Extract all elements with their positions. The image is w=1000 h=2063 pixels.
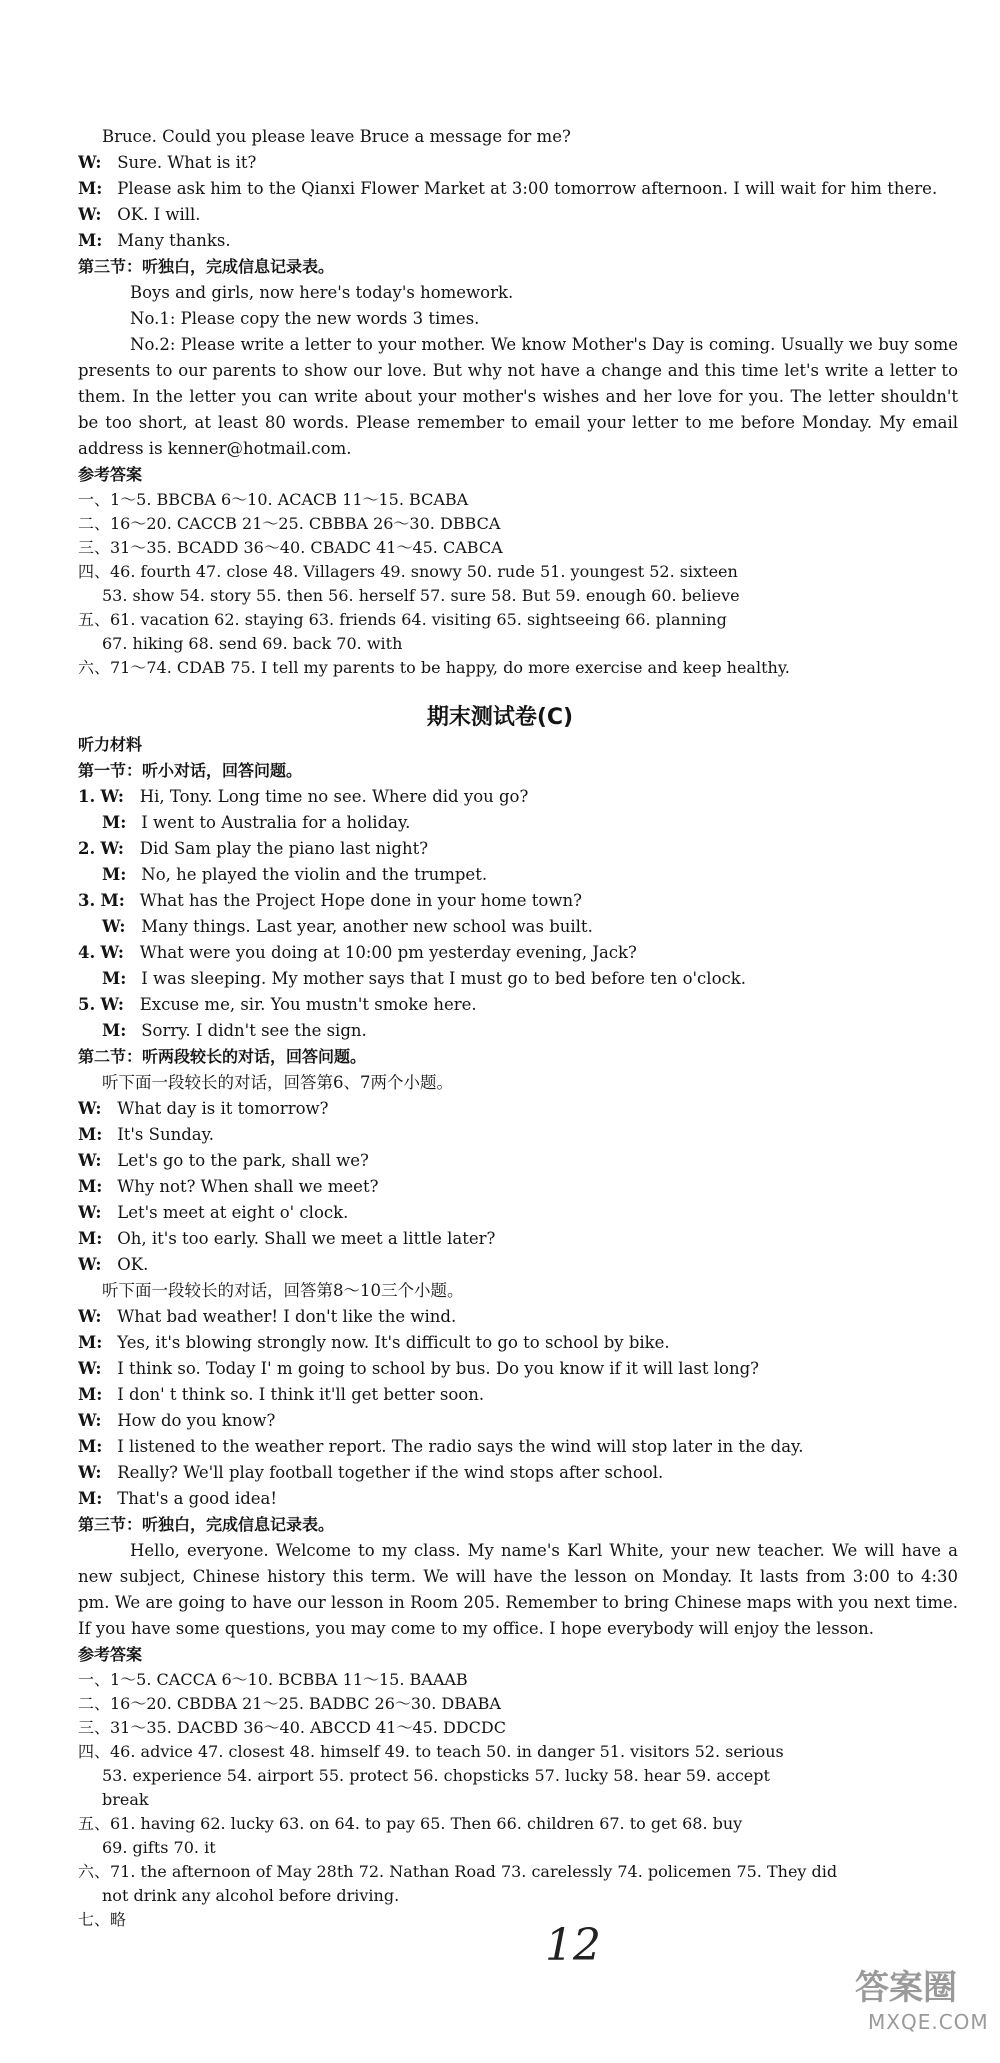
monologue-no2: No.2: Please write a letter to your mother. We know Mother's Day is coming. Usually we buy some presents to our parents to show our love. But why not have a change and this time let's write a letter to them. In the letter you can write about your mother's wishes and her love for you. The letter shouldn't be too short, at least 80 words. Please remember to email your letter to me before Monday. My email address is kenner@hotmail.com. (78, 335, 958, 458)
answer-line: 三、31～35. DACBD 36～40. ABCCD 41～45. DDCDC (78, 1718, 506, 1737)
dialogue-line: 3. M: What has the Project Hope done in your home town? (78, 891, 582, 910)
dialogue-line: M: No, he played the violin and the trumpet. (102, 865, 488, 884)
answer-line: 六、71. the afternoon of May 28th 72. Nathan Road 73. carelessly 74. policemen 75. They did (78, 1862, 838, 1881)
answer-line: 二、16～20. CACCB 21～25. CBBBA 26～30. DBBCA (78, 514, 501, 533)
dialogue-line: M: I was sleeping. My mother says that I must go to bed before ten o'clock. (102, 969, 746, 988)
dialogue-line: M: That's a good idea! (78, 1489, 277, 1508)
answer-line: 二、16～20. CBDBA 21～25. BADBC 26～30. DBABA (78, 1694, 501, 1713)
watermark-url: MXQE.COM (868, 2010, 989, 2034)
answers-heading: 参考答案 (78, 1645, 143, 1664)
dialogue-line: W: How do you know? (78, 1411, 276, 1430)
dialogue-line: W: What bad weather! I don't like the wind. (78, 1307, 457, 1326)
answer-line: 69. gifts 70. it (102, 1838, 216, 1857)
answer-line: 四、46. fourth 47. close 48. Villagers 49. snowy 50. rude 51. youngest 52. sixteen (78, 562, 738, 581)
watermark-logo: 答案圈 (855, 1968, 957, 2008)
dialogue-line: W: OK. (78, 1255, 149, 1274)
test-c-title: 期末测试卷(C) (426, 705, 574, 730)
answer-line: 四、46. advice 47. closest 48. himself 49. to teach 50. in danger 51. visitors 52. serious (78, 1742, 784, 1761)
dialogue-line: W: Let's go to the park, shall we? (78, 1151, 369, 1170)
dialogue-line: M: I listened to the weather report. The radio says the wind will stop later in the day. (78, 1437, 804, 1456)
section3-heading: 第三节：听独白，完成信息记录表。 (78, 1515, 335, 1534)
monologue-no1: No.1: Please copy the new words 3 times. (130, 309, 480, 328)
dialogue2-intro: 听下面一段较长的对话，回答第8～10三个小题。 (102, 1281, 464, 1300)
page-number: 12 (545, 1920, 601, 1971)
answer-line: not drink any alcohol before driving. (102, 1886, 400, 1905)
dialogue-line: M: Why not? When shall we meet? (78, 1177, 379, 1196)
test-c-section (78, 732, 958, 1932)
dialogue-line: M: Yes, it's blowing strongly now. It's difficult to go to school by bike. (78, 1333, 670, 1352)
dialogue-line: W: What day is it tomorrow? (78, 1099, 329, 1118)
dialogue-line: W: Let's meet at eight o' clock. (78, 1203, 349, 1222)
answer-line: 五、61. vacation 62. staying 63. friends 64. visiting 65. sightseeing 66. planning (78, 610, 727, 629)
dialogue-line: W: Really? We'll play football together if the wind stops after school. (78, 1463, 664, 1482)
answer-line: 一、1～5. BBCBA 6～10. ACACB 11～15. BCABA (78, 490, 469, 509)
dialogue-line: W: Sure. What is it? (78, 153, 257, 172)
answer-line: 三、31～35. BCADD 36～40. CBADC 41～45. CABCA (78, 538, 503, 557)
answer-line: 五、61. having 62. lucky 63. on 64. to pay 65. Then 66. children 67. to get 68. buy (78, 1814, 743, 1833)
monologue-intro: Boys and girls, now here's today's homework. (130, 283, 514, 302)
answers-heading: 参考答案 (78, 465, 143, 484)
dialogue-line: 1. W: Hi, Tony. Long time no see. Where did you go? (78, 787, 529, 806)
dialogue-line: M: I went to Australia for a holiday. (102, 813, 411, 832)
answer-line: 七、略 (78, 1910, 127, 1929)
top-dialogue (78, 124, 958, 680)
answer-line: break (102, 1790, 149, 1809)
answer-line: 一、1～5. CACCA 6～10. BCBBA 11～15. BAAAB (78, 1670, 468, 1689)
dialogue-line: W: I think so. Today I' m going to school by bus. Do you know if it will last long? (78, 1359, 759, 1378)
dialogue-line: M: I don' t think so. I think it'll get better soon. (78, 1385, 485, 1404)
dialogue-line: M: Please ask him to the Qianxi Flower Market at 3:00 tomorrow afternoon. I will wait for him there. (78, 179, 938, 198)
section2-heading: 第二节：听两段较长的对话，回答问题。 (78, 1047, 367, 1066)
dialogue-line: M: Many thanks. (78, 231, 231, 250)
answer-line: 53. show 54. story 55. then 56. herself 57. sure 58. But 59. enough 60. believe (102, 586, 740, 605)
dialogue1-intro: 听下面一段较长的对话，回答第6、7两个小题。 (102, 1073, 453, 1092)
dialogue-line: M: It's Sunday. (78, 1125, 214, 1144)
answer-line: 六、71～74. CDAB 75. I tell my parents to be happy, do more exercise and keep healthy. (78, 658, 790, 677)
listening-heading: 听力材料 (78, 735, 143, 754)
dialogue-line: 4. W: What were you doing at 10:00 pm yesterday evening, Jack? (78, 943, 637, 962)
answer-line: 53. experience 54. airport 55. protect 56. chopsticks 57. lucky 58. hear 59. accept (102, 1766, 770, 1785)
dialogue-line: 2. W: Did Sam play the piano last night? (78, 839, 429, 858)
section1-heading: 第一节：听小对话，回答问题。 (78, 761, 303, 780)
dialogue-line: M: Sorry. I didn't see the sign. (102, 1021, 367, 1040)
section3-heading: 第三节：听独白，完成信息记录表。 (78, 257, 335, 276)
monologue: Hello, everyone. Welcome to my class. My name's Karl White, your new teacher. We will have a new subject, Chinese history this term. We will have the lesson on Monday. It lasts from 3:00 to 4:30 pm. We are going to have our lesson in Room 205. Remember to bring Chinese maps with you next time. If you have some questions, you may come to my office. I hope everybody will enjoy the lesson. (78, 1541, 958, 1638)
dialogue-line: W: OK. I will. (78, 205, 201, 224)
answer-line: 67. hiking 68. send 69. back 70. with (102, 634, 403, 653)
dialogue-line: M: Oh, it's too early. Shall we meet a little later? (78, 1229, 496, 1248)
dialogue-line: 5. W: Excuse me, sir. You mustn't smoke here. (78, 995, 477, 1014)
dialogue-line: W: Many things. Last year, another new school was built. (102, 917, 593, 936)
dialogue-line: Bruce. Could you please leave Bruce a message for me? (102, 127, 571, 146)
